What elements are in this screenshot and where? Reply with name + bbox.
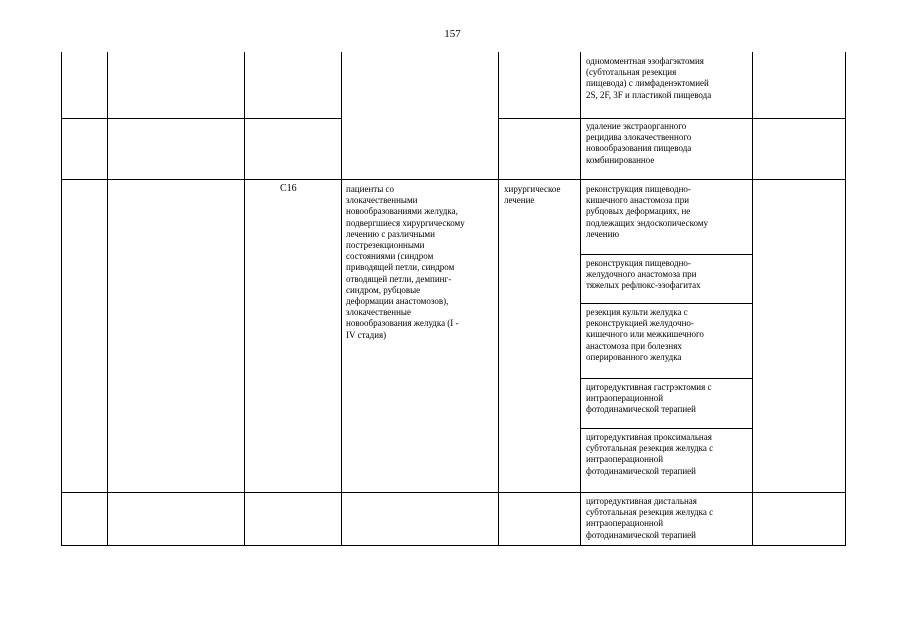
column-border [61, 52, 62, 546]
treatment-type-cell: хирургическое лечение [504, 184, 561, 206]
column-border [341, 52, 342, 546]
column-border [752, 52, 753, 546]
intervention-cell: одномоментная эзофагэктомия (субтотальная резекция пищевода) с лимфаденэктомией 2S, 2F, 3F и пластикой пищевода [586, 56, 712, 100]
patient-model-cell: пациенты со злокачественными новообразованиями желудка, подвергшиеся хирургическому лечению с различными пострезекционными состояниями (синдром приводящей петли, синдром отводящей петли, демпинг- синдром, рубцовые деформации анастомозов), злокачественные новообразования желудка (I - IV стадия) [346, 184, 465, 340]
intervention-cell: циторедуктивная дистальная субтотальная резекция желудка с интраоперационной фотодинамической терапией [586, 496, 714, 540]
intervention-cell: реконструкция пищеводно- кишечного анастомоза при рубцовых деформациях, не подлежащих эндоскопическому лечению [586, 184, 709, 239]
intervention-cell: реконструкция пищеводно- желудочного анастомоза при тяжелых рефлюкс-эзофагитах [586, 258, 701, 291]
column-border [244, 52, 245, 546]
row-border [580, 254, 753, 255]
row-border [498, 118, 846, 119]
column-border [498, 52, 499, 546]
column-border [845, 52, 846, 546]
column-border [107, 52, 108, 546]
row-border [580, 428, 753, 429]
row-border [61, 545, 846, 546]
intervention-cell: циторедуктивная гастрэктомия с интраоперационной фотодинамической терапией [586, 382, 712, 415]
row-border [580, 378, 753, 379]
intervention-cell: резекция культи желудка с реконструкцией желудочно- кишечного или межкишечного анастомоза при болезнях оперированного желудка [586, 307, 704, 362]
icd-code-cell: C16 [280, 183, 297, 194]
row-border [61, 179, 846, 180]
intervention-cell: циторедуктивная проксимальная субтотальная резекция желудка с интраоперационной фотодинамической терапией [586, 432, 714, 476]
row-border [580, 303, 753, 304]
page-number: 157 [444, 28, 461, 40]
column-border [580, 52, 581, 546]
row-border [61, 492, 846, 493]
row-border [61, 118, 341, 119]
intervention-cell: удаление экстраорганного рецидива злокачественного новообразования пищевода комбинированное [586, 121, 692, 165]
